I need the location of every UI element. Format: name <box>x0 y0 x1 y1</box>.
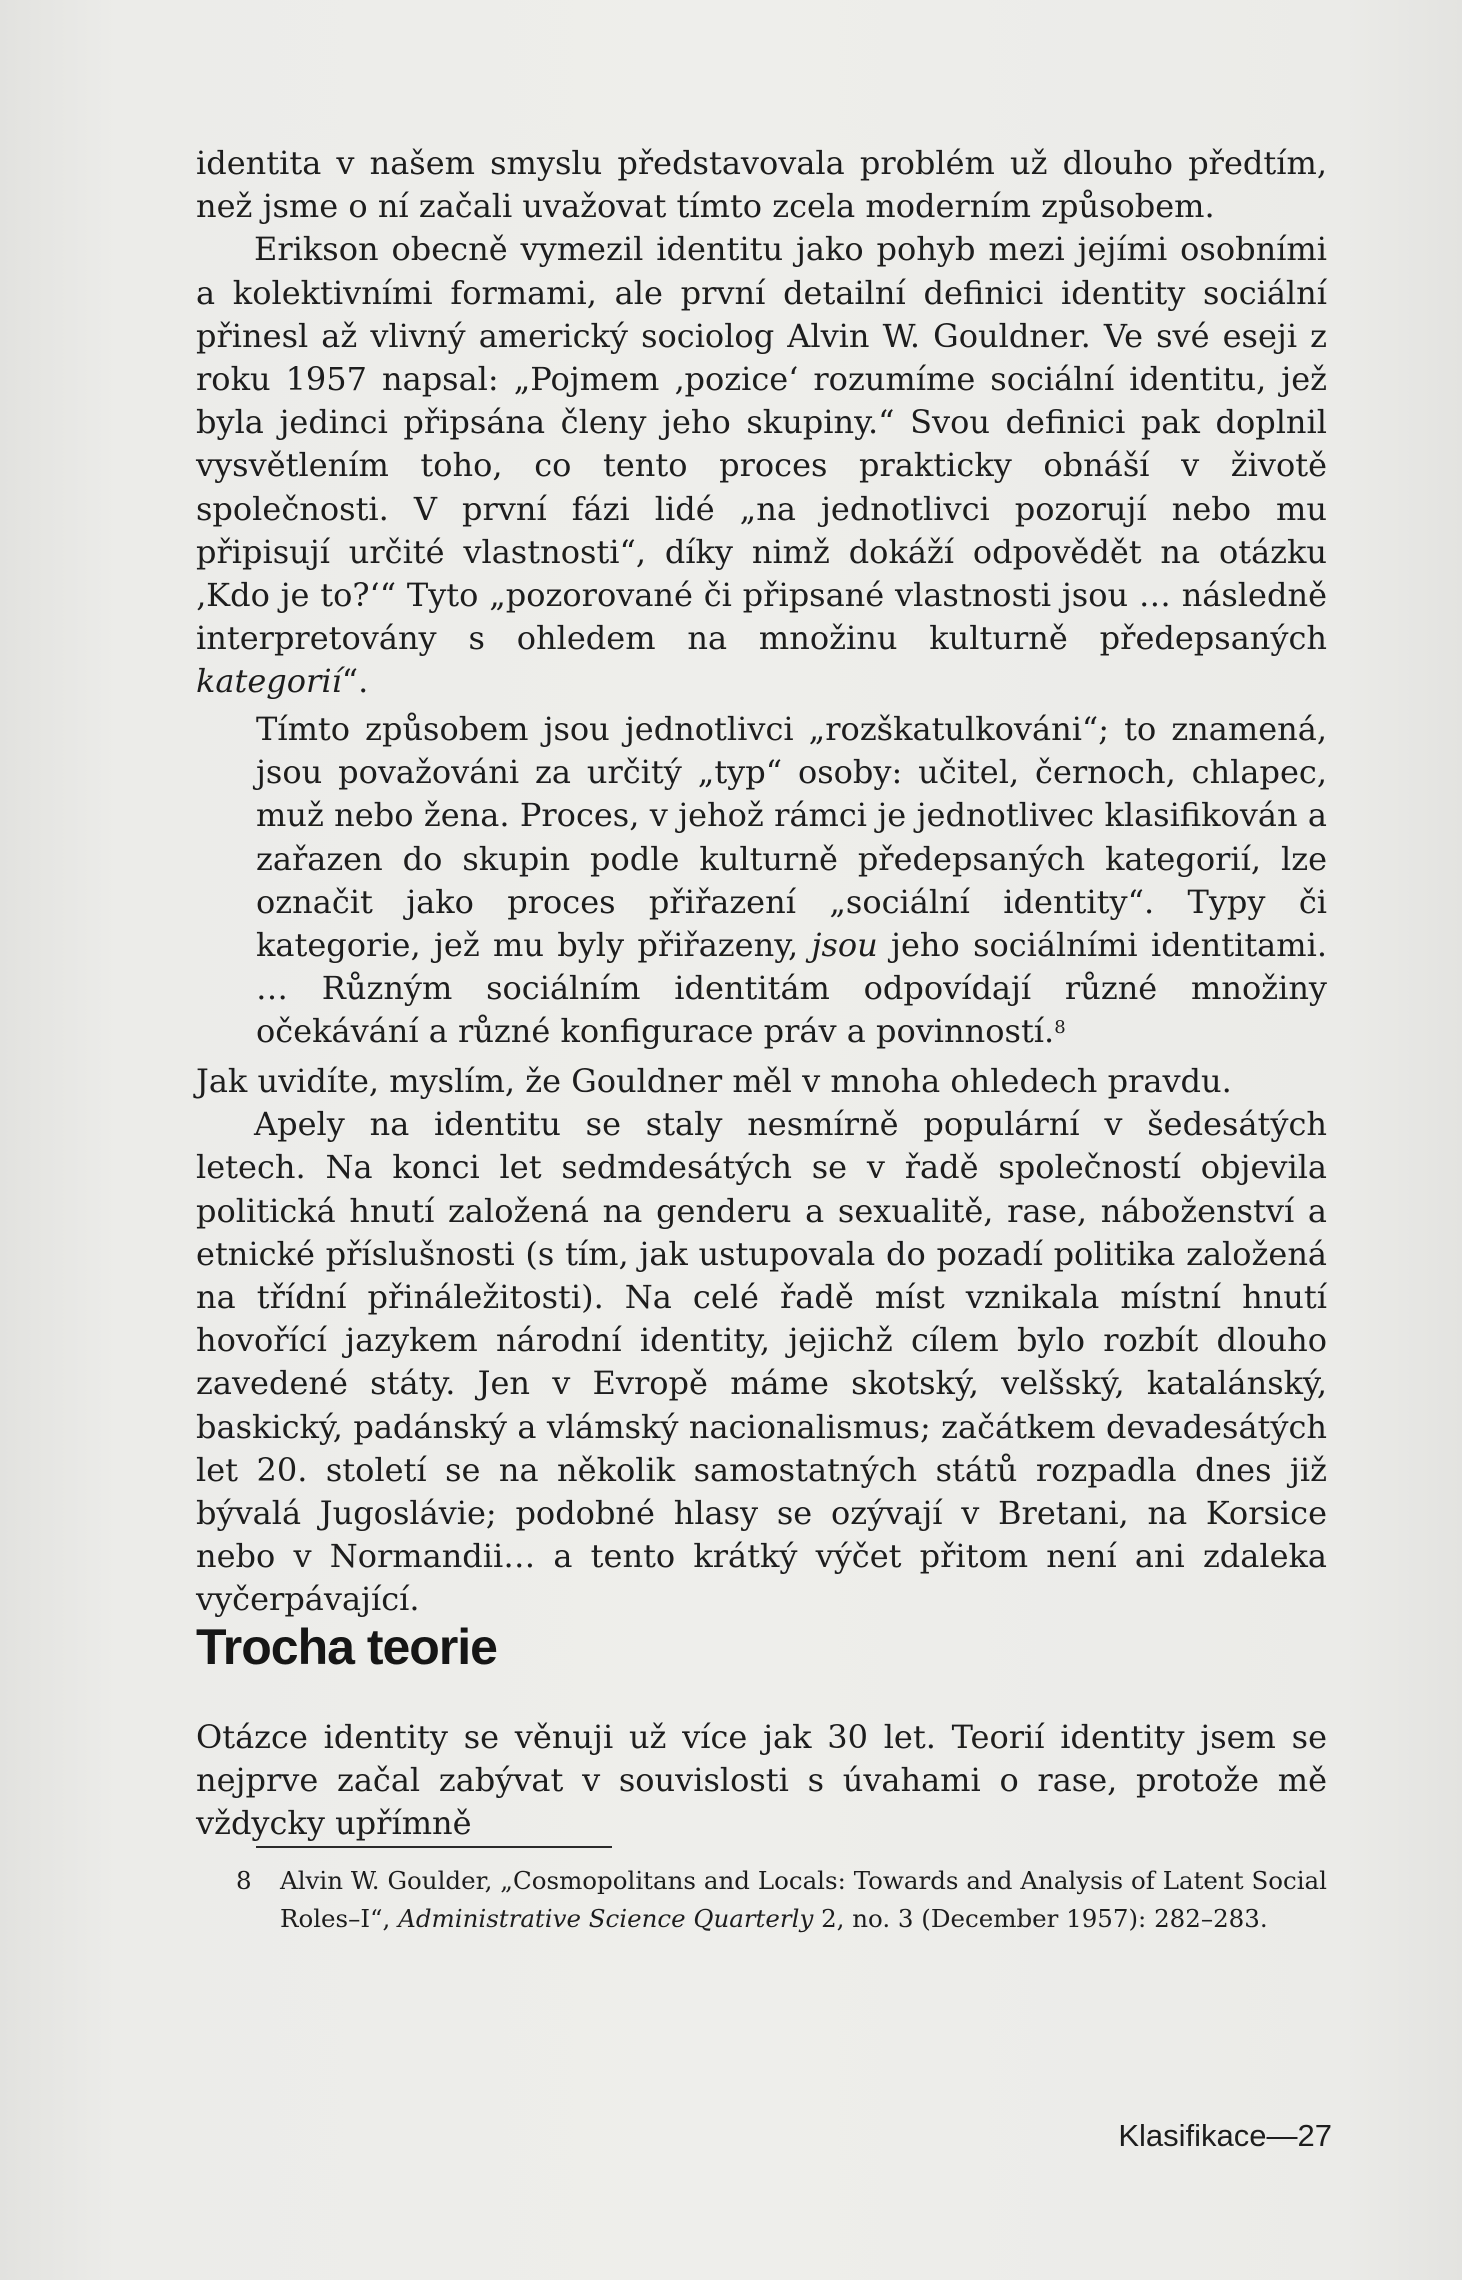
italic-kategorii: kategorií <box>196 662 342 701</box>
footnote-divider <box>256 1846 612 1848</box>
footnote-reference[interactable]: 8 <box>1054 1017 1066 1039</box>
footnote <box>236 1862 1327 1938</box>
footnote-number: 8 <box>236 1866 252 1895</box>
paragraph-erikson-end: “. <box>341 662 369 701</box>
footnote-citation: 2, no. 3 (December 1957): 282–283. <box>813 1904 1268 1933</box>
paragraph-otazce: Otázce identity se věnuji už více jak 30 let. Teorií identity jsem se nejprve začal zabývat v souvislosti s úvahami o rase, protože mě vždycky upřímně <box>196 1718 1327 1843</box>
page-folio: Klasifikace—27 <box>1118 2118 1332 2153</box>
paragraph-erikson <box>196 228 1327 703</box>
section-heading: Trocha teorie <box>196 1619 497 1675</box>
quote-text-end: jeho sociálními identitami. … Různým sociálním identitám odpovídají různé množiny očekávání a různé konfigurace práv a povinností. <box>256 926 1328 1051</box>
quote-text: Tímto způsobem jsou jednotlivci „rozškatulkováni“; to znamená, jsou považováni za určitý „typ“ osoby: učitel, černoch, chlapec, muž nebo žena. Proces, v jehož rámci je jednotlivec klasifikován a zařazen do skupin podle kulturně předepsaných kategorií, lze označit jako proces přiřazení „sociální identity“. Typy či kategorie, jež mu byly přiřazeny, <box>256 710 1327 965</box>
paragraph-apely: Apely na identitu se staly nesmírně populární v šedesátých letech. Na konci let sedmdesátých se v řadě společností objevila politická hnutí založená na genderu a sexualitě, rase, náboženství a etnické příslušnosti (s tím, jak ustupovala do pozadí politika založená na třídní přináležitosti). Na celé řadě míst vznikala místní hnutí hovořící jazykem národní identity, jejichž cílem bylo rozbít dlouho zavedené státy. Jen v Evropě máme skotský, velšský, katalánský, baskický, padánský a vlámský nacionalismus; začátkem devadesátých let 20. století se na několik samostatných států rozpadla dnes již bývalá Jugoslávie; podobné hlasy se ozývají v Bretani, na Korsice nebo v Normandii… a tento krátký výčet přitom není ani zdaleka vyčerpávající. <box>196 1105 1327 1619</box>
body-text-middle <box>196 1060 1327 1622</box>
block-quote <box>256 708 1327 1054</box>
italic-jsou: jsou <box>811 926 878 965</box>
footnote-text: Alvin W. Goulder, „Cosmopolitans and Locals: Towards and Analysis of Latent Social Roles–I“, <box>280 1866 1327 1933</box>
paragraph-gouldner: Jak uvidíte, myslím, že Gouldner měl v mnoha ohledech pravdu. <box>196 1062 1232 1100</box>
paragraph-erikson-text: Erikson obecně vymezil identitu jako pohyb mezi jejími osobními a kolektivními formami, ale první detailní definici identity sociální přinesl až vlivný americký sociolog Alvin W. Gouldner. Ve své eseji z roku 1957 napsal: „Pojmem ‚pozice‘ rozumíme sociální identitu, jež byla jedinci připsána členy jeho skupiny.“ Svou definici pak doplnil vysvětlením toho, co tento proces prakticky obnáší v životě společnosti. V první fázi lidé „na jednotlivci pozorují nebo mu připisují určité vlastnosti“, díky nimž dokáží odpovědět na otázku ‚Kdo je to?‘“ Tyto „pozorované či připsané vlastnosti jsou … následně interpretovány s ohledem na množinu kulturně předepsaných <box>196 230 1327 658</box>
quote-paragraph <box>256 708 1327 1054</box>
footnote-journal: Administrative Science Quarterly <box>398 1904 814 1933</box>
body-text-bottom <box>196 1716 1327 1846</box>
paragraph-continued: identita v našem smyslu představovala problém už dlouho předtím, než jsme o ní začali uvažovat tímto zcela moderním způsobem. <box>196 144 1327 226</box>
body-text-top <box>196 142 1327 704</box>
